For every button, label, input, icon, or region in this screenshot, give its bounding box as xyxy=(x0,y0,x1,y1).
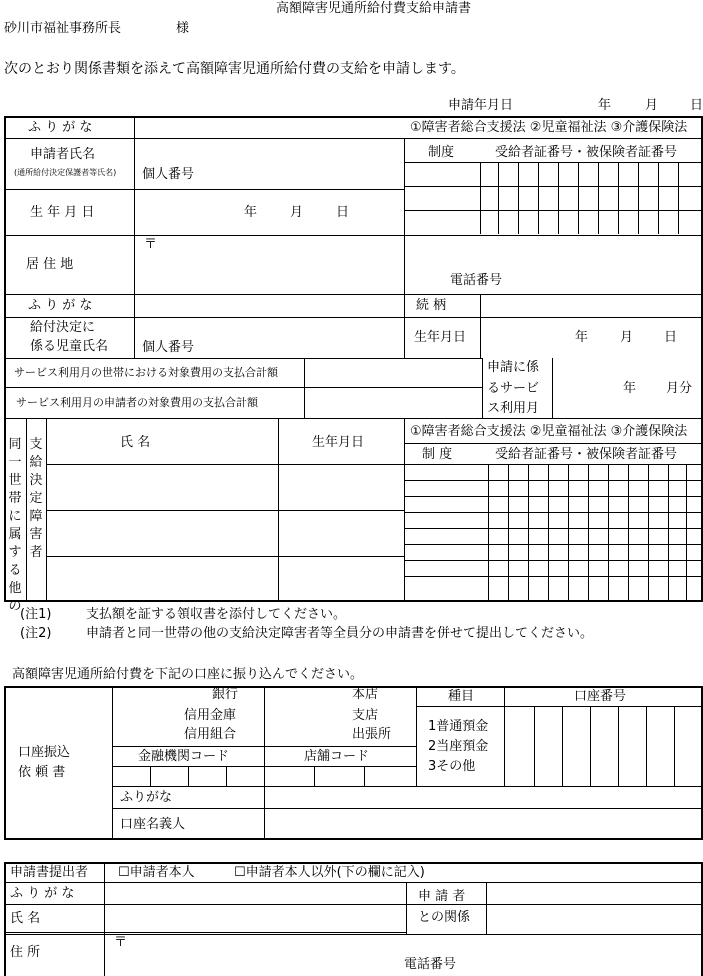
application-date-label: 申請年月日 xyxy=(448,98,514,113)
addressee-honorific: 様 xyxy=(176,21,190,36)
application-date-day: 日 xyxy=(690,98,703,113)
bank-type-shinkin: 信用金庫 xyxy=(184,708,237,723)
child-name-label-2: 係る児童氏名 xyxy=(30,339,109,354)
child-name-label-1: 給付決定に xyxy=(30,320,96,335)
service-month-month: 月分 xyxy=(666,381,693,396)
note-2-text: 申請者と同一世帯の他の支給決定障害者等全員分の申請書を併せて提出してください。 xyxy=(86,626,594,641)
applicant-phone-label: 電話番号 xyxy=(450,273,503,288)
bank-code-label: 金融機関コード xyxy=(138,749,230,764)
branch-type-office: 出張所 xyxy=(352,727,392,742)
bank-intro: 高額障害児通所給付費を下記の口座に振り込んでください。 xyxy=(12,667,364,682)
applicant-postal-mark: 〒 xyxy=(144,237,158,252)
service-month-year: 年 xyxy=(623,381,637,396)
child-birth-day: 日 xyxy=(664,330,678,345)
applicant-personal-number-label: 個人番号 xyxy=(142,167,195,182)
application-date-month: 月 xyxy=(645,98,659,113)
form-title: 高額障害児通所給付費支給申請書 xyxy=(276,1,472,16)
note-1-text: 支払額を証する領収書を添付してください。 xyxy=(86,607,347,622)
applicant-birth-year: 年 xyxy=(244,205,258,220)
account-holder-label: 口座名義人 xyxy=(120,817,186,832)
submitter-phone-label: 電話番号 xyxy=(404,957,457,972)
account-type-header: 種目 xyxy=(448,689,475,704)
child-birth-year: 年 xyxy=(575,330,589,345)
child-relation-label: 続 柄 xyxy=(416,298,447,313)
household-law-options: ①障害者総合支援法 ②児童福祉法 ③介護保険法 xyxy=(410,424,688,439)
household-birth-header: 生年月日 xyxy=(312,435,365,450)
applicant-residence-label: 居 住 地 xyxy=(26,257,74,272)
applicant-name-label: 申請者氏名 xyxy=(30,147,96,162)
bank-type-bank: 銀行 xyxy=(212,687,239,702)
applicant-cert-label: 受給者証番号・被保険者証番号 xyxy=(495,145,678,160)
account-type-2: 2当座預金 xyxy=(428,739,489,754)
branch-type-head: 本店 xyxy=(352,687,379,702)
account-furigana-label: ふりがな xyxy=(120,790,173,805)
branch-type-branch: 支店 xyxy=(352,708,379,723)
service-month-label-2: るサービ xyxy=(487,381,540,396)
note-1-mark: (注1) xyxy=(20,607,52,622)
submitter-option-other[interactable]: ☐申請者本人以外(下の欄に記入) xyxy=(234,865,425,880)
child-personal-number-label: 個人番号 xyxy=(142,340,195,355)
bank-section-label-2: 依 頼 書 xyxy=(18,765,66,780)
applicant-total-label: サービス利用月の申請者の対象費用の支払合計額 xyxy=(16,396,258,409)
account-type-3: 3その他 xyxy=(428,759,476,774)
submitter-address-label: 住 所 xyxy=(10,945,41,960)
household-name-header: 氏 名 xyxy=(120,435,151,450)
bank-type-kumiai: 信用組合 xyxy=(184,727,237,742)
service-month-label-1: 申請に係 xyxy=(487,360,540,375)
applicant-birth-label: 生 年 月 日 xyxy=(30,205,95,220)
household-system-label: 制 度 xyxy=(422,447,453,462)
household-cert-label: 受給者証番号・被保険者証番号 xyxy=(495,447,678,462)
applicant-system-label: 制度 xyxy=(428,145,455,160)
child-birth-label: 生年月日 xyxy=(414,330,467,345)
note-2-mark: (注2) xyxy=(20,626,52,641)
addressee: 砂川市福祉事務所長 xyxy=(4,21,122,36)
applicant-birth-day: 日 xyxy=(336,205,350,220)
submitter-postal-mark: 〒 xyxy=(114,935,128,950)
submitter-relation-label-1: 申 請 者 xyxy=(418,889,466,904)
applicant-name-sub: (通所給付決定保護者等氏名) xyxy=(14,168,117,177)
submitter-option-self[interactable]: ☐申請者本人 xyxy=(118,865,195,880)
intro-text: 次のとおり関係書類を添えて高額障害児通所給付費の支給を申請します。 xyxy=(4,61,465,77)
submitter-name-label: 氏 名 xyxy=(10,911,41,926)
submitter-furigana-label: ふ り が な xyxy=(10,886,75,901)
account-type-1: 1普通預金 xyxy=(428,719,489,734)
applicant-birth-month: 月 xyxy=(290,205,304,220)
applicant-furigana-label: ふ り が な xyxy=(28,120,93,135)
account-number-header: 口座番号 xyxy=(574,689,627,704)
bank-section-label-1: 口座振込 xyxy=(18,745,71,760)
applicant-law-options: ①障害者総合支援法 ②児童福祉法 ③介護保険法 xyxy=(410,120,688,135)
child-birth-month: 月 xyxy=(620,330,634,345)
household-side-label: 同一世帯に属する他の xyxy=(8,437,22,614)
submitter-relation-label-2: との関係 xyxy=(418,910,471,925)
branch-code-label: 店舗コード xyxy=(304,749,370,764)
child-furigana-label: ふ り が な xyxy=(28,298,93,313)
application-date-year: 年 xyxy=(598,98,612,113)
household-side-label-2: 支給決定障害者 xyxy=(29,437,43,560)
household-total-label: サービス利用月の世帯における対象費用の支払合計額 xyxy=(14,366,278,379)
service-month-label-3: ス利用月 xyxy=(487,401,540,416)
submitter-label: 申請書提出者 xyxy=(10,865,89,880)
